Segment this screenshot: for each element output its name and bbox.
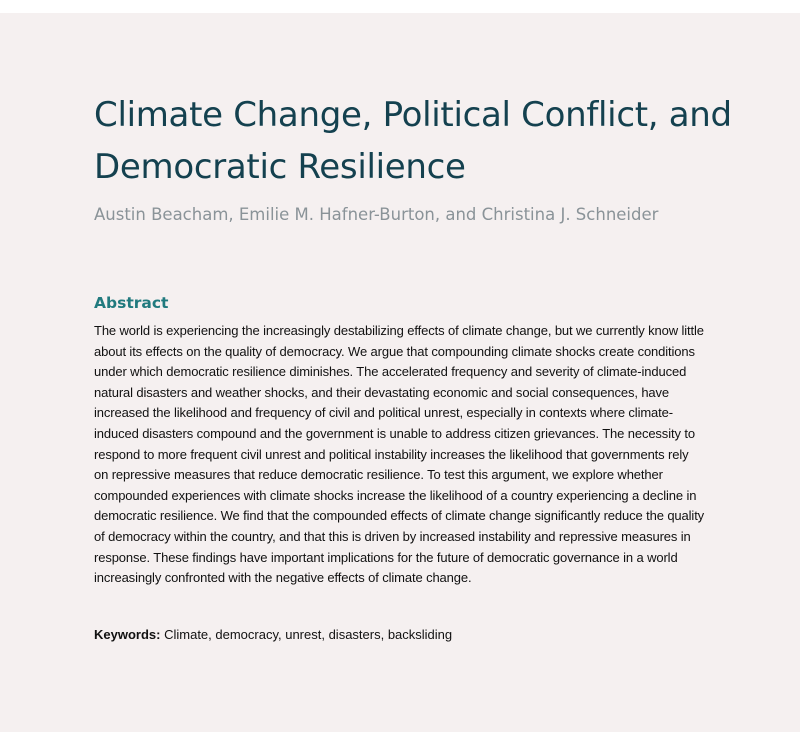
paper-page xyxy=(0,13,800,732)
keywords-list: Climate, democracy, unrest, disasters, backsliding xyxy=(164,627,453,642)
keywords-label: Keywords: xyxy=(94,627,161,642)
paper-authors: Austin Beacham, Emilie M. Hafner-Burton, and Christina J. Schneider xyxy=(94,205,659,224)
paper-title: Climate Change, Political Conflict, and Democratic Resilience xyxy=(94,95,732,187)
keywords-line xyxy=(94,625,706,645)
abstract-heading: Abstract xyxy=(94,294,169,312)
abstract-text: The world is experiencing the increasingly destabilizing effects of climate change, but we currently know little about its effects on the quality of democracy. We argue that compounding climate shocks create conditions under which democratic resilience diminishes. The accelerated frequency and severity of climate-induced natural disasters and weather shocks, and their devastating economic and social consequences, have increased the likelihood and frequency of civil and political unrest, especially in contexts where climate-induced disasters compound and the government is unable to address citizen grievances. The necessity to respond to more frequent civil unrest and political instability increases the likelihood that governments rely on repressive measures that reduce democratic resilience. To test this argument, we explore whether compounded experiences with climate shocks increase the likelihood of a country experiencing a decline in democratic resilience. We find that the compounded effects of climate change significantly reduce the quality of democracy within the country, and that this is driven by increased instability and repressive measures in response. These findings have important implications for the future of democratic governance in a world increasingly confronted with the negative effects of climate change. xyxy=(94,323,705,586)
